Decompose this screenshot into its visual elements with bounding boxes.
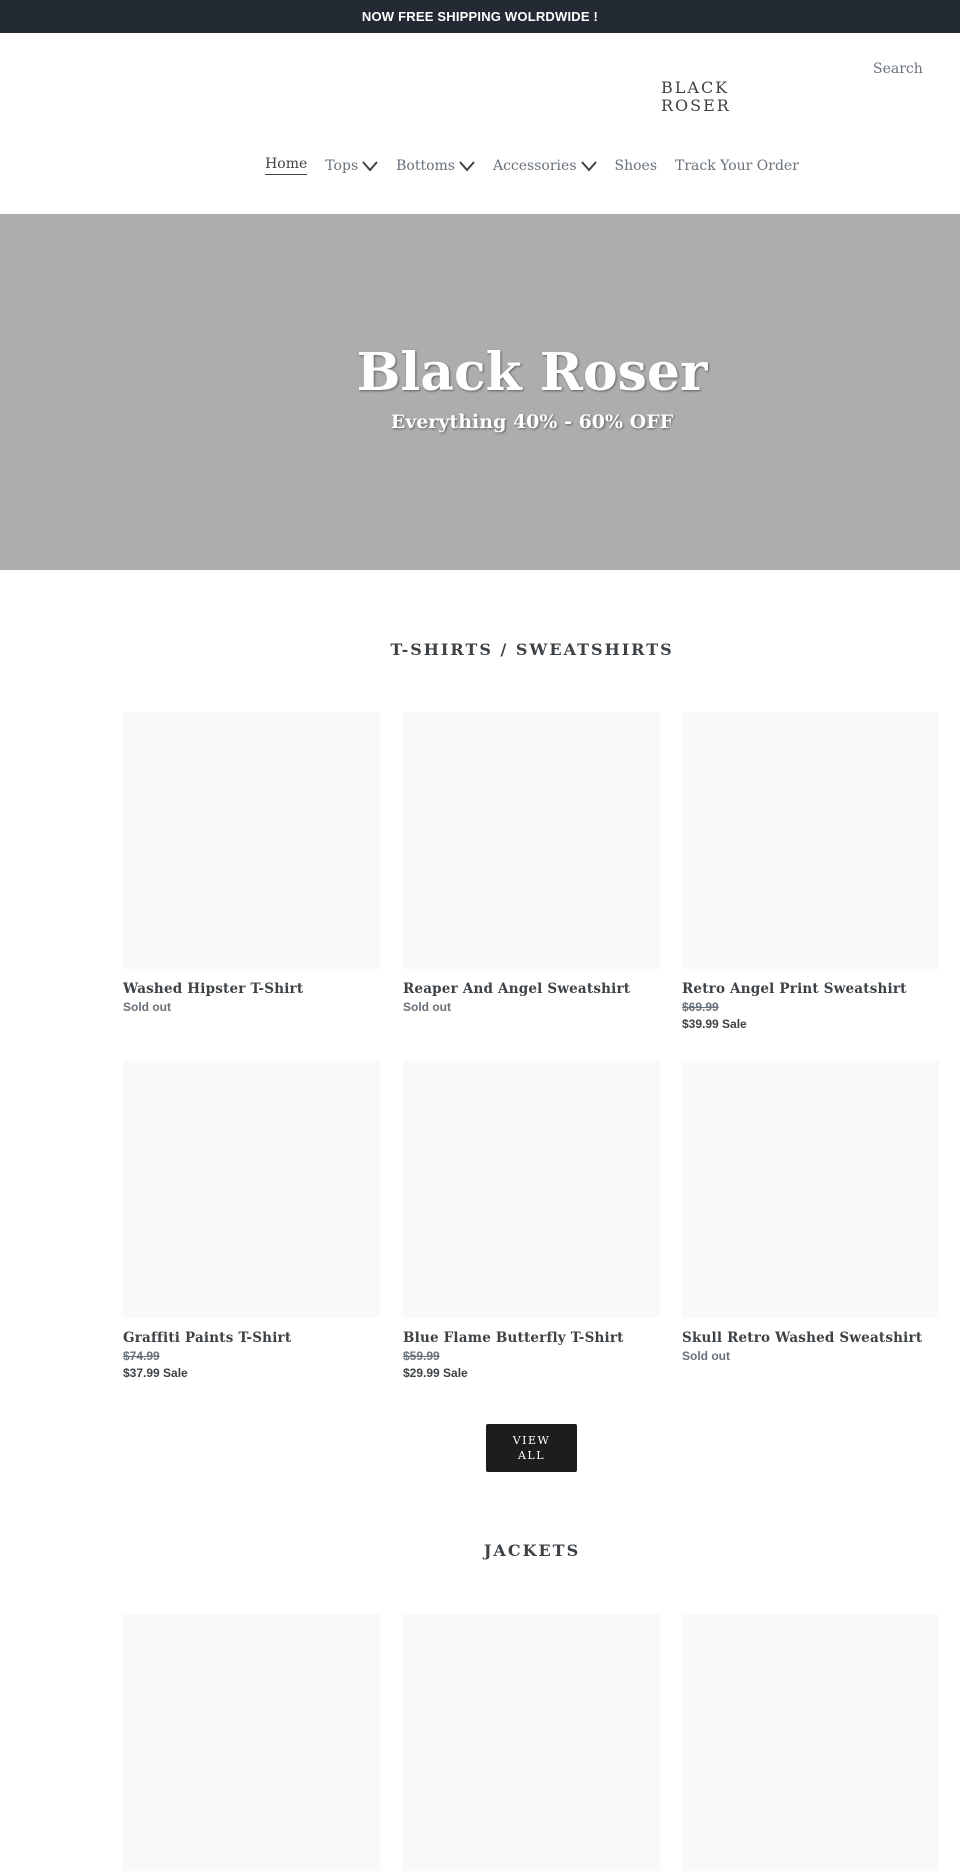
- product-card: [123, 1061, 380, 1380]
- product-image[interactable]: [403, 1614, 660, 1871]
- product-image[interactable]: [682, 1614, 939, 1871]
- product-card: [682, 712, 939, 1031]
- product-title[interactable]: Blue Flame Butterfly T-Shirt: [403, 1330, 624, 1346]
- product-image[interactable]: [403, 1061, 660, 1318]
- product-title[interactable]: Retro Angel Print Sweatshirt: [682, 981, 907, 997]
- product-image[interactable]: [123, 1614, 380, 1871]
- chevron-down-icon: [581, 160, 597, 172]
- product-title[interactable]: Reaper And Angel Sweatshirt: [403, 981, 631, 997]
- main-nav: [0, 156, 960, 175]
- sale-price: $39.99 Sale: [682, 1017, 747, 1031]
- product-card: [403, 1614, 660, 1871]
- product-image[interactable]: [682, 1061, 939, 1318]
- section-title-jackets: JACKETS: [483, 1541, 581, 1560]
- product-image[interactable]: [403, 712, 660, 969]
- nav-item-label: Track Your Order: [675, 157, 799, 174]
- sale-price: $29.99 Sale: [403, 1366, 468, 1380]
- nav-item-label: Accessories: [492, 157, 577, 174]
- nav-item-accessories[interactable]: [493, 156, 597, 175]
- search-link[interactable]: Search: [873, 61, 923, 77]
- nav-item-bottoms[interactable]: [396, 156, 475, 175]
- sold-out-label: Sold out: [682, 1349, 730, 1363]
- product-card: [123, 1614, 380, 1871]
- product-card: [682, 1614, 939, 1871]
- chevron-down-icon: [459, 160, 475, 172]
- product-image[interactable]: [123, 712, 380, 969]
- original-price: $74.99: [123, 1349, 160, 1363]
- nav-item-home[interactable]: [265, 156, 307, 175]
- chevron-down-icon: [362, 160, 378, 172]
- announcement-text: NOW FREE SHIPPING WOLRDWIDE !: [361, 9, 599, 24]
- product-image[interactable]: [123, 1061, 380, 1318]
- hero-subtitle: Everything 40% - 60% OFF: [390, 411, 674, 433]
- sold-out-label: Sold out: [123, 1000, 171, 1014]
- product-card: [682, 1061, 939, 1363]
- nav-item-shoes[interactable]: [615, 156, 658, 175]
- hero-title: Black Roser: [356, 342, 708, 403]
- sale-price: $37.99 Sale: [123, 1366, 188, 1380]
- store-logo[interactable]: BLACK ROSER: [661, 78, 731, 115]
- original-price: $59.99: [403, 1349, 440, 1363]
- nav-item-track-order[interactable]: [675, 156, 799, 175]
- sold-out-label: Sold out: [403, 1000, 451, 1014]
- product-card: [403, 1061, 660, 1380]
- product-title[interactable]: Skull Retro Washed Sweatshirt: [682, 1330, 923, 1346]
- view-all-button[interactable]: [486, 1424, 577, 1472]
- product-title[interactable]: Graffiti Paints T-Shirt: [123, 1330, 292, 1346]
- hero-banner: [0, 214, 960, 570]
- announcement-bar: [0, 0, 960, 33]
- view-all-label: VIEW ALL: [512, 1434, 551, 1462]
- product-card: [403, 712, 660, 1014]
- product-title[interactable]: Washed Hipster T-Shirt: [123, 981, 304, 997]
- product-image[interactable]: [682, 712, 939, 969]
- nav-item-label: Shoes: [614, 157, 658, 174]
- nav-item-label: Bottoms: [396, 157, 455, 174]
- nav-item-tops[interactable]: [325, 156, 378, 175]
- section-title-tshirts: T-SHIRTS / SWEATSHIRTS: [390, 640, 674, 659]
- original-price: $69.99: [682, 1000, 719, 1014]
- nav-item-label: Tops: [325, 157, 359, 174]
- product-card: [123, 712, 380, 1014]
- nav-item-label: Home: [265, 156, 307, 175]
